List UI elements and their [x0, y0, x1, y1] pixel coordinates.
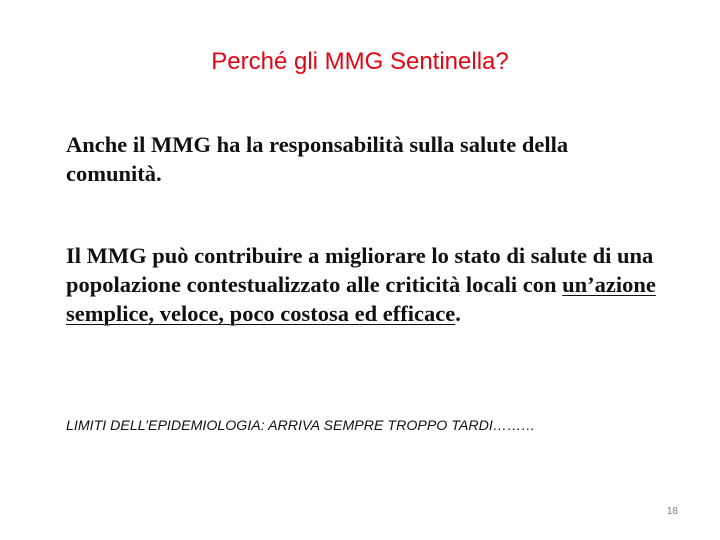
underlined-action-phrase: un’azione semplice, veloce, poco costosa ed efficace — [66, 272, 656, 326]
epidemiology-limits-note: LIMITI DELL’EPIDEMIOLOGIA: ARRIVA SEMPRE TROPPO TARDI……… — [66, 418, 536, 434]
paragraph-contribution — [66, 241, 656, 328]
slide-title: Perché gli MMG Sentinella? — [211, 48, 509, 75]
paragraph-responsibility: Anche il MMG ha la responsabilità sulla salute della comunità. — [66, 132, 569, 186]
paragraph-contribution-trail: . — [455, 301, 461, 326]
paragraph-contribution-lead: Il MMG può contribuire a migliorare lo stato di salute di una popolazione contestualizzato alle criticità locali con — [66, 243, 654, 297]
page-number: 18 — [666, 506, 678, 517]
